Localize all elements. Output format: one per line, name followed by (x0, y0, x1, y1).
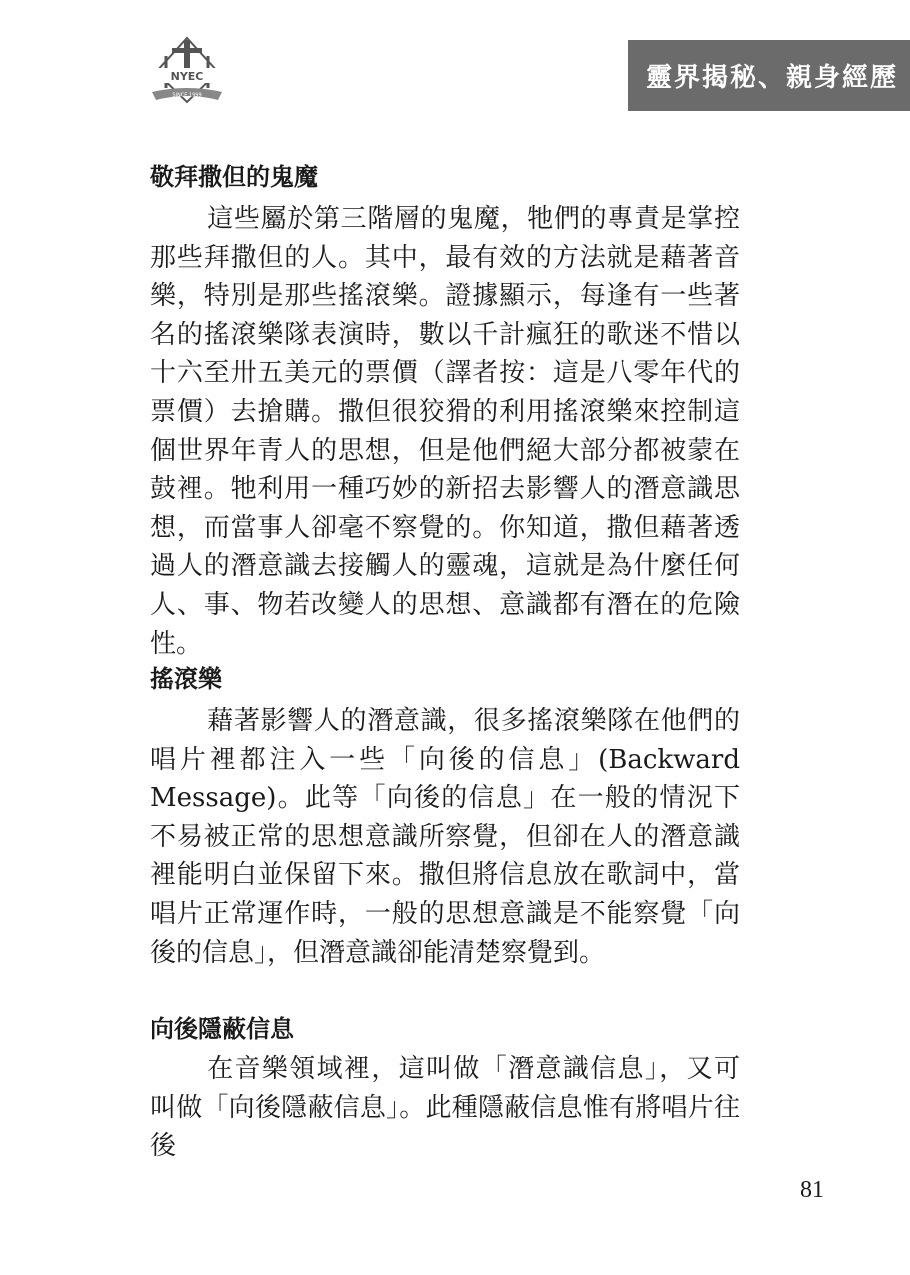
section-paragraph-backward-messages: 在音樂領域裡，這叫做「潛意識信息」，又可叫做「向後隱蔽信息」。此種隱蔽信息惟有將唱片往後 (150, 1054, 740, 1162)
publisher-logo (148, 36, 226, 108)
section-paragraph-rock-music: 藉著影響人的潛意識，很多搖滾樂隊在他們的唱片裡都注入一些「向後的信息」(Backward Message)。此等「向後的信息」在一般的情況下不易被正常的思想意識所察覺，但卻在人的潛意識裡能明白並保留下來。撒但將信息放在歌詞中，當唱片正常運作時，一般的思想意識是不能察覺「向後的信息」，但潛意識卻能清楚察覺到。 (150, 706, 740, 968)
logo-subtitle: SINCE 1999 (172, 92, 202, 99)
section-heading-backward-messages: 向後隱蔽信息 (150, 1015, 294, 1043)
section-heading-rock-music: 搖滾樂 (150, 665, 222, 693)
logo-text: NYEC (170, 70, 204, 83)
page-number: 81 (800, 1177, 824, 1203)
section-paragraph-demons: 這些屬於第三階層的鬼魔，牠們的專責是掌控那些拜撒但的人。其中，最有效的方法就是藉著音樂，特別是那些搖滾樂。證據顯示，每逢有一些著名的搖滾樂隊表演時，數以千計瘋狂的歌迷不惜以十六至卅五美元的票價（譯者按：這是八零年代的票價）去搶購。撒但很狡猾的利用搖滾樂來控制這個世界年青人的思想，但是他們絕大部分都被蒙在鼓裡。牠利用一種巧妙的新招去影響人的潛意識思想，而當事人卻毫不察覺的。你知道，撒但藉著透過人的潛意識去接觸人的靈魂，這就是為什麼任何人、事、物若改變人的思想、意識都有潛在的危險性。 (150, 204, 740, 659)
chapter-title: 靈界揭秘、親身經歷 (646, 63, 899, 93)
chapter-title-tab (628, 40, 910, 111)
cross-shield-logo-icon (148, 36, 226, 108)
section-heading-demons: 敬拜撒但的鬼魔 (150, 163, 318, 191)
